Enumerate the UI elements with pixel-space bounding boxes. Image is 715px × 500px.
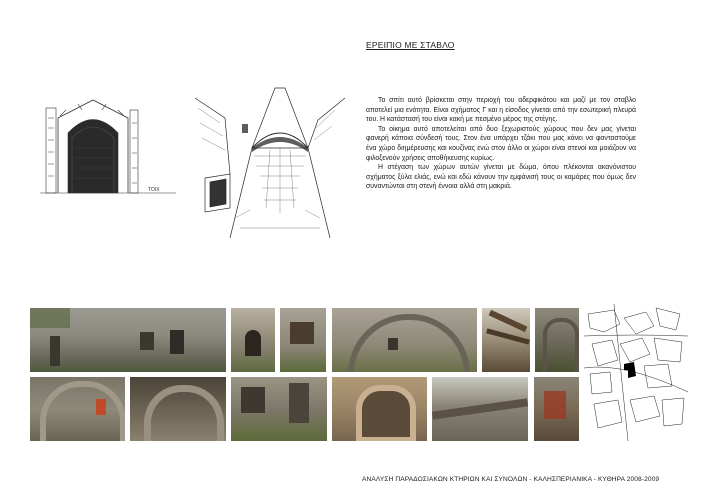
photo-collapsed-roof: [432, 377, 528, 441]
description-text: [366, 96, 636, 192]
footer-caption: ΑΝΑΛΥΣΗ ΠΑΡΑΔΟΣΙΑΚΩΝ ΚΤΗΡΙΩΝ ΚΑΙ ΣΥΝΟΛΩΝ - ΚΑΛΗΣΠΕΡΙΑΝΙΚΑ - ΚΥΘΗΡΑ 2008-2009: [362, 476, 660, 483]
photo-ruin-corner: [534, 377, 579, 441]
paragraph-2: Το οίκημα αυτό αποτελείται από δυο ξεχωριστούς χώρους που δεν μας γίνεται φανερή κάποια σύνδεσή τους. Στον ένα υπάρχει τζάκι που μας κάνει να φανταστούμε ένα χώρο διημέρευσης και κουζίνας ενώ στον άλλο οι χώροι είναι στενοί και μοιάζουν να φιλοξενούν χρήσεις αποθήκευσης κυρίως.: [366, 125, 636, 162]
photo-arch-passage: [535, 308, 579, 372]
sketch-label: ΤΟΙΧ: [148, 187, 160, 193]
paragraph-1: Το σπίτι αυτό βρίσκεται στην περιοχή του αδερφικάτου και μαζί με τον σταβλο αποτελεί μια ενότητα. Είναι σχήματος Γ και η είσοδος γίνεται από την εσωτερική πλευρά του. Η κατάστασή του είναι κακή με πεσμένο μέρος της στέγης.: [366, 97, 636, 124]
photo-arch-interior: [332, 308, 477, 372]
photo-stone-wall: [231, 377, 327, 441]
photo-fireplace: [332, 377, 427, 441]
page-title: ΕΡΕΙΠΙΟ ΜΕ ΣΤΑΒΛΟ: [366, 40, 455, 50]
photo-timber-roof: [482, 308, 530, 372]
photo-window: [280, 308, 326, 372]
photo-arched-room: [30, 377, 125, 441]
site-plan-map: [584, 304, 688, 441]
paragraph-3: Η στέγαση των χώρων αυτών γίνεται με δώμα, όπου πλέκονται ακανόνιστου σχήματος ξύλα ελιάς, ενώ και εδώ κάνουν την εμφάνισή τους οι καμάρες που όμως δεν συναντώνται στη στενή έννοια αλλά στη μακριά.: [366, 164, 636, 191]
photo-doorway: [231, 308, 275, 372]
photo-arch-rubble: [130, 377, 226, 441]
photo-ruin-facade: [30, 308, 226, 372]
interior-sketch: [190, 78, 350, 243]
doorway-sketch: [38, 88, 178, 203]
